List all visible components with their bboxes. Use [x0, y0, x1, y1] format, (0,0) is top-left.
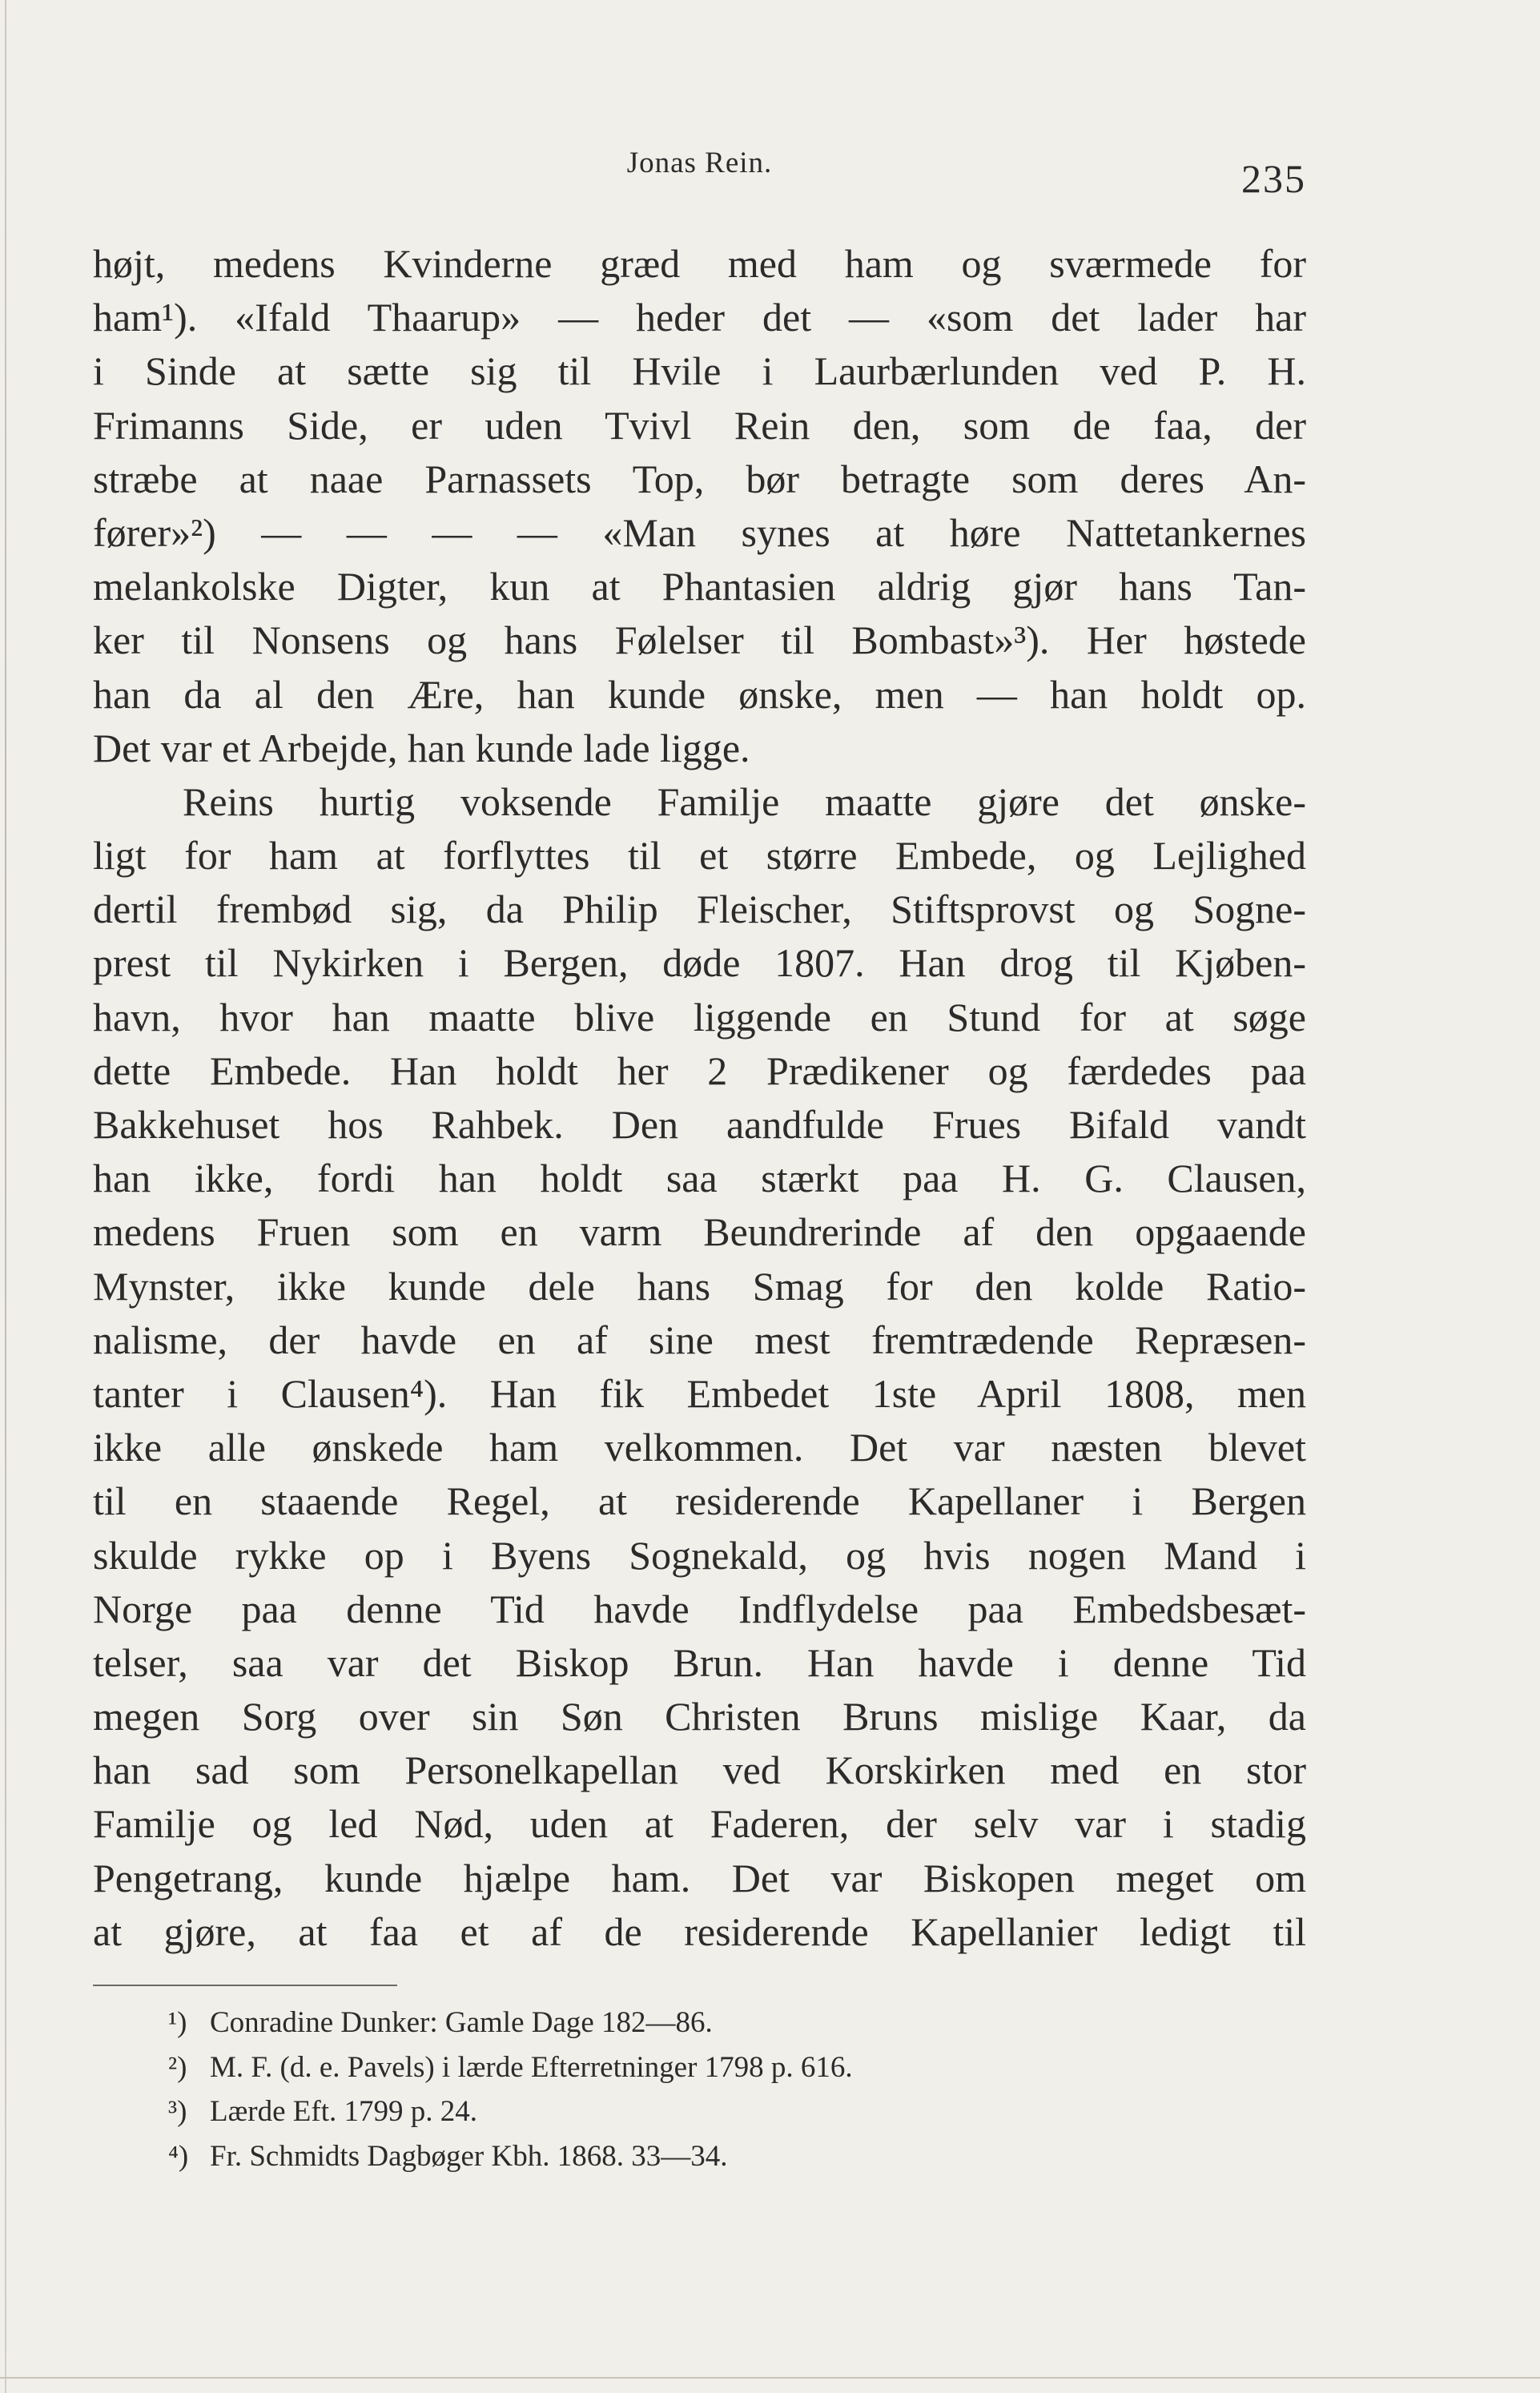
text-line: medens Fruen som en varm Beundrerinde af den opgaaende — [93, 1209, 1306, 1255]
text-line: stræbe at naae Parnassets Top, bør betragte som deres An- — [93, 456, 1306, 501]
text-line: melankolske Digter, kun at Phantasien aldrig gjør hans Tan- — [93, 564, 1306, 609]
text-line: Det var et Arbejde, han kunde lade ligge. — [93, 725, 750, 770]
text-line: ker til Nonsens og hans Følelser til Bombast»³). Her høstede — [93, 617, 1306, 663]
text-line: dertil frembød sig, da Philip Fleischer, Stiftsprovst og Sogne- — [93, 887, 1306, 932]
text-line: højt, medens Kvinderne græd med ham og sværmede for — [93, 241, 1306, 286]
text-line: Reins hurtig voksende Familje maatte gjøre det ønske- — [183, 778, 1306, 824]
footnotes — [168, 2001, 1129, 2178]
page-edge-left — [5, 0, 6, 2393]
text-line: skulde rykke op i Byens Sognekald, og hvis nogen Mand i — [93, 1532, 1306, 1578]
footnote-text: M. F. (d. e. Pavels) i lærde Efterretninger 1798 p. 616. — [210, 2050, 853, 2084]
text-line: at gjøre, at faa et af de residerende Kapellanier ledigt til — [93, 1908, 1306, 1954]
footnote-mark: ²) — [168, 2050, 187, 2084]
footnote — [168, 2134, 1129, 2179]
text-line: fører»²) — — — — «Man synes at høre Nattetankernes — [93, 509, 1306, 555]
text-line: i Sinde at sætte sig til Hvile i Laurbærlunden ved P. H. — [93, 348, 1306, 394]
text-line: han ikke, fordi han holdt saa stærkt paa H. G. Clausen, — [93, 1156, 1306, 1201]
footnote-text: Lærde Eft. 1799 p. 24. — [210, 2095, 477, 2128]
footnote — [168, 2001, 1129, 2045]
text-line: Pengetrang, kunde hjælpe ham. Det var Biskopen meget om — [93, 1855, 1306, 1900]
footnote-mark: ¹) — [168, 2006, 187, 2039]
footnote-mark: ³) — [168, 2095, 187, 2128]
page-edge-bottom — [0, 2377, 1540, 2379]
page-number: 235 — [1241, 156, 1306, 201]
text-line: megen Sorg over sin Søn Christen Bruns mislige Kaar, da — [93, 1694, 1306, 1739]
text-line: Bakkehuset hos Rahbek. Den aandfulde Frues Bifald vandt — [93, 1102, 1306, 1147]
page-header — [93, 138, 1306, 202]
text-line: tanter i Clausen⁴). Han fik Embedet 1ste April 1808, men — [93, 1370, 1306, 1416]
text-line: Norge paa denne Tid havde Indflydelse paa Embedsbesæt- — [93, 1586, 1306, 1631]
footnote-text: Conradine Dunker: Gamle Dage 182—86. — [210, 2006, 713, 2039]
text-line: ikke alle ønskede ham velkommen. Det var næsten blevet — [93, 1425, 1306, 1470]
text-line: han sad som Personelkapellan ved Korskirken med en stor — [93, 1747, 1306, 1793]
text-line: Mynster, ikke kunde dele hans Smag for den kolde Ratio- — [93, 1263, 1306, 1309]
text-line: prest til Nykirken i Bergen, døde 1807. Han drog til Kjøben- — [93, 940, 1306, 986]
text-line: havn, hvor han maatte blive liggende en Stund for at søge — [93, 994, 1306, 1040]
footnote-text: Fr. Schmidts Dagbøger Kbh. 1868. 33—34. — [210, 2139, 728, 2173]
text-line: til en staaende Regel, at residerende Kapellaner i Bergen — [93, 1478, 1306, 1524]
text-line: ham¹). «Ifald Thaarup» — heder det — «som det lader har — [93, 295, 1306, 340]
text-line: nalisme, der havde en af sine mest fremtrædende Repræsen- — [93, 1317, 1306, 1362]
footnote — [168, 2089, 1129, 2134]
text-line: dette Embede. Han holdt her 2 Prædikener og færdedes paa — [93, 1048, 1306, 1093]
text-line: han da al den Ære, han kunde ønske, men — han holdt op. — [93, 671, 1306, 717]
footnote — [168, 2045, 1129, 2090]
text-line: Frimanns Side, er uden Tvivl Rein den, som de faa, der — [93, 402, 1306, 448]
footnote-mark: ⁴) — [168, 2139, 189, 2173]
text-line: ligt for ham at forflyttes til et større Embede, og Lejlighed — [93, 833, 1306, 879]
running-head: Jonas Rein. — [626, 147, 773, 179]
text-line: telser, saa var det Biskop Brun. Han havde i denne Tid — [93, 1639, 1306, 1685]
body-text — [93, 237, 1306, 1959]
footnote-rule — [93, 1985, 397, 1986]
text-line: Familje og led Nød, uden at Faderen, der selv var i stadig — [93, 1801, 1306, 1847]
